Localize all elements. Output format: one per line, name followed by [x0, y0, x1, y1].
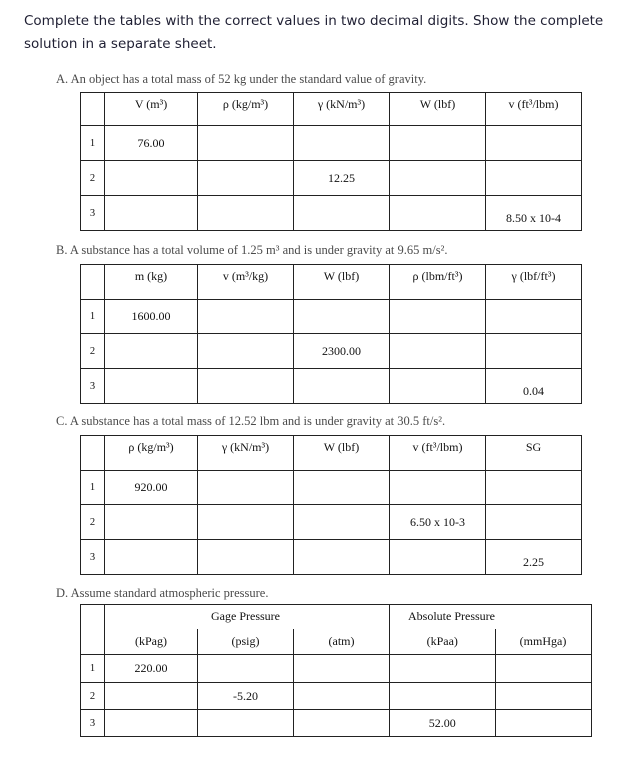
table-cell[interactable]: [105, 196, 198, 231]
table-cell[interactable]: [105, 683, 198, 710]
table-cell[interactable]: 220.00: [105, 655, 198, 683]
row-number: 3: [81, 369, 105, 404]
table-cell[interactable]: [105, 505, 198, 540]
table-cell[interactable]: [495, 683, 591, 710]
table-cell[interactable]: [390, 196, 486, 231]
table-cell[interactable]: -5.20: [198, 683, 294, 710]
table-row: [81, 540, 582, 575]
table-cell[interactable]: [294, 369, 390, 404]
table-a-header: V (m³): [105, 93, 198, 126]
row-number: 2: [81, 505, 105, 540]
table-c-title: C. A substance has a total mass of 12.52 lbm and is under gravity at 30.5 ft/s².: [56, 414, 446, 428]
table-cell[interactable]: 8.50 x 10-4: [486, 196, 582, 231]
instructions-line-1: Complete the tables with the correct values in two decimal digits. Show the complete: [24, 13, 604, 29]
table-cell[interactable]: [105, 540, 198, 575]
table-cell[interactable]: [486, 471, 582, 505]
table-d: [80, 604, 592, 737]
table-a-header: W (lbf): [390, 93, 486, 126]
table-cell[interactable]: [390, 334, 486, 369]
table-cell[interactable]: [486, 300, 582, 334]
table-a-title: A. An object has a total mass of 52 kg under the standard value of gravity.: [56, 72, 427, 86]
instructions-line-2: solution in a separate sheet.: [24, 36, 217, 52]
table-cell[interactable]: [390, 300, 486, 334]
table-c-header-row: [81, 436, 582, 471]
table-cell[interactable]: [105, 334, 198, 369]
table-row: [81, 710, 592, 737]
table-c-header: γ (kN/m³): [198, 436, 294, 471]
table-row: [81, 471, 582, 505]
table-row: [81, 334, 582, 369]
table-cell[interactable]: [198, 471, 294, 505]
row-number: 3: [81, 540, 105, 575]
table-cell[interactable]: 920.00: [105, 471, 198, 505]
table-cell[interactable]: [486, 505, 582, 540]
table-cell[interactable]: [294, 683, 390, 710]
table-row: [81, 126, 582, 161]
row-number: 1: [81, 655, 105, 683]
instructions: [24, 10, 624, 56]
table-cell[interactable]: [390, 683, 496, 710]
table-cell[interactable]: [105, 710, 198, 737]
table-cell[interactable]: [294, 540, 390, 575]
table-row: [81, 655, 592, 683]
table-d-header: (psig): [198, 629, 294, 655]
table-cell[interactable]: 76.00: [105, 126, 198, 161]
table-c-header: SG: [486, 436, 582, 471]
table-cell[interactable]: [198, 126, 294, 161]
table-cell[interactable]: 52.00: [390, 710, 496, 737]
table-a: [80, 92, 582, 231]
table-b-header: ρ (lbm/ft³): [390, 265, 486, 300]
table-b-header-row: [81, 265, 582, 300]
table-cell[interactable]: [486, 334, 582, 369]
table-cell[interactable]: [390, 369, 486, 404]
table-row: [81, 161, 582, 196]
table-row: [81, 300, 582, 334]
absolute-pressure-group-label: [390, 605, 496, 629]
absolute-pressure-label: Absolute Pressure: [408, 609, 495, 624]
table-cell[interactable]: [198, 334, 294, 369]
table-cell[interactable]: [294, 505, 390, 540]
table-cell[interactable]: [294, 471, 390, 505]
table-c-header: W (lbf): [294, 436, 390, 471]
table-cell[interactable]: [198, 300, 294, 334]
table-cell[interactable]: [495, 710, 591, 737]
table-a-header: ρ (kg/m³): [198, 93, 294, 126]
table-a-header-row: [81, 93, 582, 126]
table-cell[interactable]: 12.25: [294, 161, 390, 196]
table-cell[interactable]: [294, 196, 390, 231]
gage-pressure-group-label: Gage Pressure: [198, 605, 294, 629]
table-cell[interactable]: 1600.00: [105, 300, 198, 334]
table-cell[interactable]: [390, 161, 486, 196]
table-row: [81, 369, 582, 404]
table-cell[interactable]: [105, 161, 198, 196]
table-d-header: (kPag): [105, 629, 198, 655]
row-number: 1: [81, 300, 105, 334]
table-b-header: W (lbf): [294, 265, 390, 300]
table-d-header: (mmHga): [495, 629, 591, 655]
table-cell[interactable]: 2300.00: [294, 334, 390, 369]
table-b-header: γ (lbf/ft³): [486, 265, 582, 300]
table-cell[interactable]: [198, 161, 294, 196]
table-d-title: D. Assume standard atmospheric pressure.: [56, 586, 269, 600]
row-number: 1: [81, 471, 105, 505]
table-cell[interactable]: 6.50 x 10-3: [390, 505, 486, 540]
table-cell[interactable]: [198, 540, 294, 575]
table-cell[interactable]: [486, 126, 582, 161]
table-cell[interactable]: [198, 369, 294, 404]
table-cell[interactable]: [198, 710, 294, 737]
table-cell[interactable]: [294, 300, 390, 334]
table-cell[interactable]: [294, 710, 390, 737]
table-d-group-row: [81, 605, 592, 629]
row-number: 1: [81, 126, 105, 161]
table-cell[interactable]: 0.04: [486, 369, 582, 404]
table-row: [81, 683, 592, 710]
table-cell[interactable]: [198, 655, 294, 683]
table-cell[interactable]: [486, 161, 582, 196]
row-number: 2: [81, 161, 105, 196]
row-number: 2: [81, 683, 105, 710]
table-c-header: ρ (kg/m³): [105, 436, 198, 471]
table-row: [81, 196, 582, 231]
table-d-header: (atm): [294, 629, 390, 655]
table-d-header-row: [81, 629, 592, 655]
table-cell[interactable]: [105, 369, 198, 404]
row-number: 3: [81, 196, 105, 231]
table-cell[interactable]: [198, 196, 294, 231]
row-number: 3: [81, 710, 105, 737]
table-cell[interactable]: [390, 471, 486, 505]
table-row: [81, 505, 582, 540]
table-cell[interactable]: [495, 655, 591, 683]
row-number: 2: [81, 334, 105, 369]
table-b-header: v (m³/kg): [198, 265, 294, 300]
table-b-header: m (kg): [105, 265, 198, 300]
table-cell[interactable]: [294, 126, 390, 161]
table-a-header: γ (kN/m³): [294, 93, 390, 126]
table-cell[interactable]: 2.25: [486, 540, 582, 575]
table-cell[interactable]: [390, 655, 496, 683]
table-b: [80, 264, 582, 404]
table-cell[interactable]: [390, 540, 486, 575]
table-cell[interactable]: [198, 505, 294, 540]
table-a-header: v (ft³/lbm): [486, 93, 582, 126]
table-b-title: B. A substance has a total volume of 1.25 m³ and is under gravity at 9.65 m/s².: [56, 243, 448, 257]
table-c-header: v (ft³/lbm): [390, 436, 486, 471]
table-d-header: (kPaa): [390, 629, 496, 655]
table-cell[interactable]: [294, 655, 390, 683]
table-c: [80, 435, 582, 575]
table-cell[interactable]: [390, 126, 486, 161]
